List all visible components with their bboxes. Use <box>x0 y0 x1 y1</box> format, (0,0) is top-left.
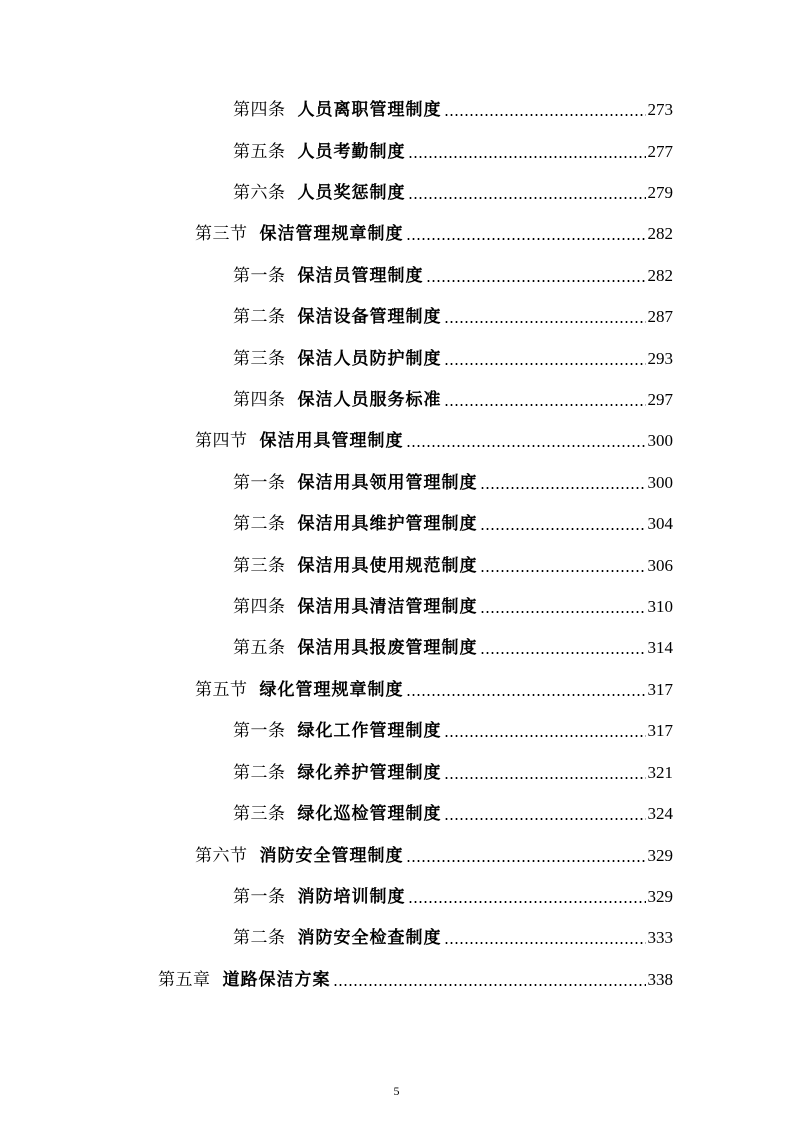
toc-dot-leader <box>406 675 646 705</box>
toc-entry-page: 310 <box>647 597 673 616</box>
toc-dot-leader <box>444 758 646 788</box>
toc-entry-title: 绿化工作管理制度 <box>297 721 442 741</box>
toc-entry[interactable] <box>233 261 673 291</box>
toc-entry-number: 第六条 <box>233 183 286 203</box>
page-number: 5 <box>393 1084 400 1098</box>
toc-entry-number: 第四条 <box>233 100 286 120</box>
toc-entry-title: 绿化管理规章制度 <box>259 680 404 700</box>
toc-entry-number: 第五条 <box>233 142 286 162</box>
toc-entry-page: 273 <box>647 100 673 119</box>
toc-entry-number: 第六节 <box>195 846 248 866</box>
toc-entry-title: 绿化巡检管理制度 <box>297 804 442 824</box>
toc-entry-page: 314 <box>647 638 673 657</box>
toc-entry-page: 317 <box>647 721 673 740</box>
toc-entry-title: 人员考勤制度 <box>297 142 406 162</box>
toc-dot-leader <box>408 137 646 167</box>
toc-dot-leader <box>408 178 646 208</box>
toc-entry-page: 321 <box>647 763 673 782</box>
toc-entry-title: 保洁用具使用规范制度 <box>297 556 478 576</box>
toc-entry-number: 第一条 <box>233 721 286 741</box>
toc-entry-title: 保洁设备管理制度 <box>297 307 442 327</box>
toc-section-entry[interactable] <box>195 219 673 249</box>
toc-dot-leader <box>480 592 646 622</box>
toc-entry-page: 297 <box>647 390 673 409</box>
toc-entry[interactable] <box>233 551 673 581</box>
toc-entry-page: 306 <box>647 556 673 575</box>
toc-dot-leader <box>444 799 646 829</box>
toc-entry-title: 保洁用具维护管理制度 <box>297 514 478 534</box>
toc-entry-page: 293 <box>647 349 673 368</box>
toc-entry-page: 300 <box>647 431 673 450</box>
toc-entry[interactable] <box>233 799 673 829</box>
toc-entry-title: 消防安全管理制度 <box>259 846 404 866</box>
toc-entry-title: 保洁用具报废管理制度 <box>297 638 478 658</box>
toc-entry-page: 282 <box>647 224 673 243</box>
toc-entry[interactable] <box>233 344 673 374</box>
toc-dot-leader <box>444 923 646 953</box>
toc-section-entry[interactable] <box>195 675 673 705</box>
toc-entry-page: 279 <box>647 183 673 202</box>
toc-dot-leader <box>444 385 646 415</box>
toc-entry-page: 329 <box>647 846 673 865</box>
toc-entry-number: 第二条 <box>233 928 286 948</box>
toc-entry-title: 道路保洁方案 <box>222 970 331 990</box>
toc-dot-leader <box>480 509 646 539</box>
toc-entry[interactable] <box>233 137 673 167</box>
toc-entry-page: 329 <box>647 887 673 906</box>
toc-entry-number: 第一条 <box>233 266 286 286</box>
toc-entry-number: 第二条 <box>233 514 286 534</box>
toc-entry-title: 保洁用具管理制度 <box>259 431 404 451</box>
toc-entry[interactable] <box>233 923 673 953</box>
toc-entry-title: 保洁用具领用管理制度 <box>297 473 478 493</box>
toc-entry-number: 第四节 <box>195 431 248 451</box>
toc-entry-title: 保洁员管理制度 <box>297 266 424 286</box>
toc-entry-title: 保洁管理规章制度 <box>259 224 404 244</box>
toc-entry-title: 保洁人员服务标准 <box>297 390 442 410</box>
toc-section-entry[interactable] <box>195 426 673 456</box>
toc-entry-page: 338 <box>647 970 673 989</box>
toc-entry-number: 第一条 <box>233 887 286 907</box>
toc-entry[interactable] <box>233 509 673 539</box>
toc-dot-leader <box>480 633 646 663</box>
toc-dot-leader <box>426 261 646 291</box>
toc-dot-leader <box>444 302 646 332</box>
toc-entry-number: 第三条 <box>233 804 286 824</box>
toc-dot-leader <box>406 426 646 456</box>
toc-entry-number: 第二条 <box>233 307 286 327</box>
toc-entry-title: 消防培训制度 <box>297 887 406 907</box>
toc-entry-number: 第五章 <box>158 970 211 990</box>
toc-entry-number: 第五条 <box>233 638 286 658</box>
toc-entry-title: 绿化养护管理制度 <box>297 763 442 783</box>
toc-entry[interactable] <box>233 592 673 622</box>
toc-entry[interactable] <box>233 633 673 663</box>
toc-entry-page: 333 <box>647 928 673 947</box>
toc-dot-leader <box>408 882 646 912</box>
toc-dot-leader <box>406 841 646 871</box>
toc-entry-number: 第四条 <box>233 597 286 617</box>
toc-entry-number: 第三条 <box>233 556 286 576</box>
toc-entry-page: 287 <box>647 307 673 326</box>
toc-entry-title: 人员奖惩制度 <box>297 183 406 203</box>
toc-entry-title: 保洁用具清洁管理制度 <box>297 597 478 617</box>
toc-entry-page: 277 <box>647 142 673 161</box>
toc-entry-page: 317 <box>647 680 673 699</box>
toc-entry[interactable] <box>233 95 673 125</box>
toc-section-entry[interactable] <box>195 841 673 871</box>
toc-entry[interactable] <box>233 716 673 746</box>
toc-dot-leader <box>333 965 646 995</box>
toc-entry-title: 保洁人员防护制度 <box>297 349 442 369</box>
toc-dot-leader <box>406 219 646 249</box>
toc-entry[interactable] <box>233 882 673 912</box>
toc-chapter-entry[interactable] <box>158 965 673 995</box>
toc-dot-leader <box>480 551 646 581</box>
toc-entry-title: 消防安全检查制度 <box>297 928 442 948</box>
toc-entry[interactable] <box>233 302 673 332</box>
toc-entry-page: 282 <box>647 266 673 285</box>
toc-entry-number: 第三条 <box>233 349 286 369</box>
toc-entry-number: 第三节 <box>195 224 248 244</box>
toc-entry-page: 300 <box>647 473 673 492</box>
toc-entry-page: 304 <box>647 514 673 533</box>
toc-entry[interactable] <box>233 468 673 498</box>
toc-entry-title: 人员离职管理制度 <box>297 100 442 120</box>
toc-dot-leader <box>444 716 646 746</box>
toc-dot-leader <box>480 468 646 498</box>
toc-entry-number: 第二条 <box>233 763 286 783</box>
toc-dot-leader <box>444 95 646 125</box>
toc-entry[interactable] <box>233 385 673 415</box>
toc-entry-number: 第四条 <box>233 390 286 410</box>
toc-dot-leader <box>444 344 646 374</box>
toc-entry-number: 第五节 <box>195 680 248 700</box>
toc-entry[interactable] <box>233 758 673 788</box>
toc-entry-page: 324 <box>647 804 673 823</box>
toc-entry[interactable] <box>233 178 673 208</box>
toc-entry-number: 第一条 <box>233 473 286 493</box>
